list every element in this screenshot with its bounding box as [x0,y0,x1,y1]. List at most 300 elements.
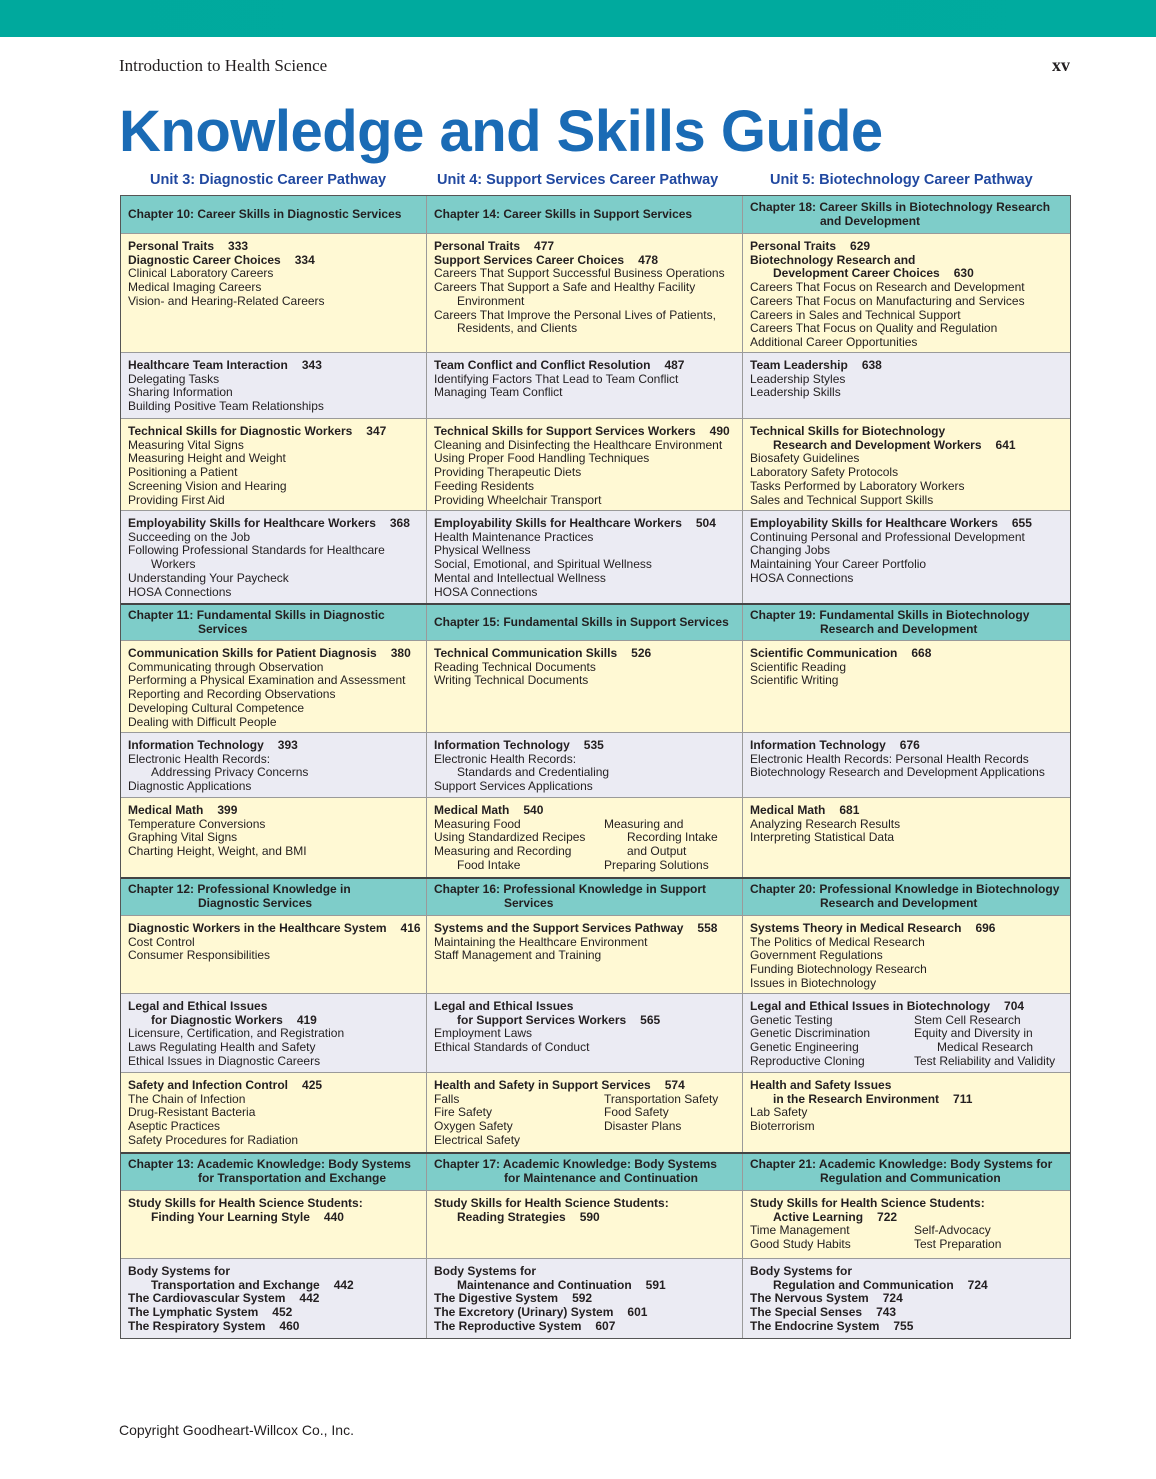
entry-text: Issues in Biotechnology [750,975,877,990]
entry-line [128,586,419,600]
entry-text: Measuring Food [434,816,521,831]
page-reference: 601 [627,1305,648,1320]
entry-text: Standards and Credentialing [457,765,610,780]
entry-line [434,544,735,558]
entry-text: Chapter 20: Professional Knowledge in Biotechnology [750,882,1060,897]
entry-text: Health Maintenance Practices [434,529,594,544]
entry-line [434,1079,735,1093]
entry-text: Changing Jobs [750,543,831,558]
chapter-heading [121,879,426,915]
entry-text: The Digestive System [434,1291,559,1306]
entry-text: Active Learning [773,1209,864,1224]
entry-text: Chapter 14: Career Skills in Support Services [434,206,693,221]
entry-text: Legal and Ethical Issues [128,999,268,1013]
entry-line [434,452,735,466]
entry-text: and Development [820,213,921,228]
entry-text: Ethical Standards of Conduct [434,1040,590,1055]
entry-line [750,766,1063,780]
entry-line [750,922,1063,936]
entry-text: Technical Skills for Diagnostic Workers [128,424,353,438]
entry-line [750,753,1063,767]
entry-line [750,386,1063,400]
entry-line [434,766,735,780]
entry-text: and Output [627,844,687,859]
entry-line [750,1014,914,1028]
entry-line [750,949,1063,963]
two-column-list [750,1224,1063,1251]
entry-line [434,831,604,845]
entry-text: Employment Laws [434,1026,533,1041]
entry-text: Consumer Responsibilities [128,948,271,963]
page-reference: 641 [995,437,1016,452]
entry-line [750,466,1063,480]
entry-text: Personal Traits [750,239,837,253]
entry-text: for Transportation and Exchange [198,1171,387,1185]
list-column [604,1093,718,1148]
entry-text: Study Skills for Health Science Students: [128,1196,363,1210]
entry-text: Study Skills for Health Science Students: [750,1196,985,1210]
entry-line [750,281,1063,295]
top-color-band [0,0,1156,37]
page-reference: 419 [296,1012,317,1027]
entry-text: Stem Cell Research [914,1012,1021,1027]
entry-line [434,480,735,494]
entry-text: Licensure, Certification, and Registration [128,1026,345,1041]
chapter-header-row [121,1152,1070,1190]
entry-text: Leadership Styles [750,371,846,386]
entry-line [914,1041,1055,1055]
copyright-footer: Copyright Goodheart-Willcox Co., Inc. [119,1422,354,1438]
entry-line [750,1106,1063,1120]
entry-text: Performing a Physical Examination and Assessment [128,673,406,688]
entry-line [128,1027,419,1041]
page-reference: 440 [323,1209,344,1224]
entry-line [750,739,1063,753]
entry-line [914,1224,1001,1238]
entry-line [750,1055,914,1069]
page-reference: 629 [850,239,871,253]
topic-cell [121,733,426,797]
entry-line [434,780,735,794]
page-reference: 681 [839,803,860,817]
entry-line [128,739,419,753]
entry-line [434,739,735,753]
entry-line [750,295,1063,309]
entry-line [750,494,1063,508]
page-reference: 655 [1011,516,1032,530]
running-title: Introduction to Health Science [119,56,328,75]
entry-text: Bioterrorism [750,1119,815,1134]
entry-line [128,647,419,661]
entry-text: Additional Career Opportunities [750,334,918,349]
unit-3-heading: Unit 3: Diagnostic Career Pathway [150,172,387,188]
entry-text: Preparing Solutions [604,857,709,872]
entry-text: Managing Team Conflict [434,385,563,400]
list-column [434,818,604,873]
topic-cell [426,234,742,352]
entry-text: The Lymphatic System [128,1305,259,1320]
topic-cell [121,994,426,1072]
entry-text: Understanding Your Paycheck [128,570,289,585]
entry-line [750,936,1063,950]
entry-text: Research and Development Workers [773,437,982,452]
entry-line [750,623,1063,637]
entry-line [434,531,735,545]
entry-text: Scientific Reading [750,659,847,674]
entry-text: Reporting and Recording Observations [128,687,336,702]
entry-text: Biotechnology Research and [750,252,916,267]
topic-cell [426,1073,742,1152]
entry-line [914,1027,1055,1041]
entry-line [434,281,735,295]
entry-text: Legal and Ethical Issues [434,999,574,1013]
entry-line [604,831,718,845]
entry-line [750,1197,1063,1211]
entry-text: for Support Services Workers [457,1012,627,1027]
entry-text: Diagnostic Career Choices [128,252,281,267]
entry-line [128,1211,419,1225]
entry-line [128,373,419,387]
entry-line [128,883,419,897]
entry-text: Test Reliability and Validity [914,1053,1056,1068]
entry-line [128,609,419,623]
page-reference: 333 [228,239,249,253]
entry-line [914,1055,1055,1069]
chapter-heading [426,879,742,915]
entry-text: Positioning a Patient [128,465,238,480]
entry-text: Identifying Factors That Lead to Team Conflict [434,371,679,386]
entry-text: Laboratory Safety Protocols [750,465,899,480]
entry-line [750,480,1063,494]
entry-text: Healthcare Team Interaction [128,358,288,372]
entry-text: Biotechnology Research and Development Applications [750,765,1045,780]
page-reference: 535 [583,738,604,752]
entry-line [128,1093,419,1107]
entry-text: Self-Advocacy [914,1223,991,1238]
entry-line [128,753,419,767]
entry-line [604,1093,718,1107]
entry-line [750,1041,914,1055]
entry-text: Team Leadership [750,358,848,372]
page-title: Knowledge and Skills Guide [119,99,883,164]
entry-line [434,425,735,439]
entry-line [128,716,419,730]
page-reference: 452 [272,1305,293,1320]
entry-text: Tasks Performed by Laboratory Workers [750,478,965,493]
entry-line [128,780,419,794]
entry-line [128,831,419,845]
entry-line [434,439,735,453]
topic-row [121,993,1070,1072]
entry-line [434,661,735,675]
entry-line [128,1320,419,1334]
entry-text: Research and Development [820,621,978,636]
entry-line [750,647,1063,661]
entry-line [750,267,1063,281]
entry-line [434,1027,735,1041]
entry-text: Food Intake [457,857,521,872]
page-reference: 347 [366,424,387,438]
entry-line [750,1265,1063,1279]
chapter-heading [742,879,1070,915]
entry-line [434,572,735,586]
entry-text: Regulation and Communication [820,1171,1001,1185]
entry-line [750,254,1063,268]
page-reference: 416 [400,921,421,935]
entry-line [434,586,735,600]
entry-text: The Special Senses [750,1305,863,1320]
entry-text: Medical Imaging Careers [128,280,262,295]
entry-line [434,295,735,309]
entry-text: Measuring and Recording [434,844,572,859]
entry-line [434,647,735,661]
chapter-heading [121,1154,426,1190]
entry-text: Addressing Privacy Concerns [151,765,309,780]
entry-text: Technical Skills for Biotechnology [750,424,946,438]
entry-text: Reading Technical Documents [434,659,596,674]
page-reference: 540 [523,803,544,817]
entry-line [750,674,1063,688]
entry-line [128,1292,419,1306]
two-column-list [434,1093,735,1148]
page-reference: 504 [695,516,716,530]
topic-row [121,418,1070,510]
entry-text: Transportation Safety [604,1091,719,1106]
entry-line [604,859,718,873]
entry-line [750,215,1063,229]
entry-text: Chapter 15: Fundamental Skills in Support Services [434,614,729,629]
entry-text: Diagnostic Applications [128,779,252,794]
entry-line [750,1238,914,1252]
entry-text: for Maintenance and Continuation [504,1171,698,1185]
entry-line [604,1106,718,1120]
entry-line [750,1211,1063,1225]
topic-cell [426,511,742,603]
list-column [434,1093,604,1148]
topic-cell [426,994,742,1072]
entry-line [434,1134,604,1148]
page-reference: 487 [664,358,685,372]
chapter-heading [426,196,742,233]
topic-cell [426,641,742,732]
entry-text: The Politics of Medical Research [750,934,925,949]
entry-line [750,572,1063,586]
entry-line [434,818,604,832]
topic-cell [121,353,426,418]
entry-text: Chapter 21: Academic Knowledge: Body Systems for [750,1157,1053,1172]
entry-text: Systems Theory in Medical Research [750,921,962,935]
page-reference: 743 [876,1305,897,1320]
entry-text: Technical Communication Skills [434,646,618,660]
entry-line [128,897,419,911]
two-column-list [434,818,735,873]
entry-text: Maintaining Your Career Portfolio [750,557,927,572]
entry-text: Chapter 17: Academic Knowledge: Body Systems [434,1157,717,1172]
entry-line [434,322,735,336]
topic-cell [121,1073,426,1152]
entry-line [128,688,419,702]
entry-line [604,1120,718,1134]
page-number: xv [1052,55,1070,75]
entry-text: Disaster Plans [604,1119,682,1134]
entry-line [750,1120,1063,1134]
entry-text: Research and Development [820,896,978,910]
entry-text: Using Standardized Recipes [434,830,586,845]
entry-line [750,517,1063,531]
page-reference: 477 [534,239,555,253]
entry-line [128,480,419,494]
entry-text: Government Regulations [750,948,883,963]
list-column [914,1224,1001,1251]
entry-text: Chapter 13: Academic Knowledge: Body Systems [128,1157,411,1172]
entry-text: Time Management [750,1223,850,1238]
entry-text: HOSA Connections [128,584,232,599]
entry-text: Personal Traits [128,239,215,253]
entry-line [128,544,419,558]
entry-line [434,240,735,254]
entry-text: Staff Management and Training [434,948,602,963]
entry-text: Measuring and [604,816,684,831]
entry-line [434,1306,735,1320]
entry-line [128,1172,419,1186]
entry-line [128,845,419,859]
entry-line [128,1279,419,1293]
entry-text: Careers That Support Successful Business Operations [434,266,725,281]
entry-line [750,1000,1063,1014]
entry-line [434,949,735,963]
entry-text: Maintaining the Healthcare Environment [434,934,648,949]
topic-row [121,1072,1070,1152]
entry-text: Genetic Discrimination [750,1026,871,1041]
entry-line [434,254,735,268]
entry-text: Medical Research [937,1040,1034,1055]
skills-guide-table [120,195,1071,1339]
entry-line [434,936,735,950]
topic-cell [742,511,1070,603]
entry-text: Body Systems for [434,1264,537,1278]
topic-cell [742,733,1070,797]
entry-text: Interpreting Statistical Data [750,830,895,845]
entry-text: Using Proper Food Handling Techniques [434,451,650,466]
entry-text: Chapter 12: Professional Knowledge in [128,882,351,897]
entry-text: Communication Skills for Patient Diagnosis [128,646,377,660]
entry-text: Cleaning and Disinfecting the Healthcare Environment [434,437,723,452]
page-reference: 565 [640,1012,661,1027]
entry-line [434,753,735,767]
entry-text: Scientific Writing [750,673,839,688]
entry-line [128,452,419,466]
topic-cell [121,419,426,510]
topic-cell [121,511,426,603]
entry-line [750,544,1063,558]
entry-text: Employability Skills for Healthcare Workers [128,516,376,530]
entry-text: Good Study Habits [750,1237,851,1252]
entry-line [434,373,735,387]
page-reference: 334 [294,252,315,267]
page-reference: 526 [631,646,652,660]
page-reference: 574 [664,1078,685,1092]
entry-text: The Cardiovascular System [128,1291,286,1306]
entry-text: Following Professional Standards for Healthcare [128,543,385,558]
entry-text: Screening Vision and Hearing [128,478,287,493]
entry-text: Information Technology [434,738,570,752]
topic-cell [121,1259,426,1338]
page-reference: 460 [279,1318,300,1333]
entry-line [750,1224,914,1238]
entry-text: Regulation and Communication [773,1277,954,1292]
entry-line [128,766,419,780]
entry-text: Careers That Support a Safe and Healthy Facility [434,280,696,295]
topic-cell [742,1259,1070,1338]
entry-text: Careers That Focus on Quality and Regulation [750,321,998,336]
entry-text: Cost Control [128,934,195,949]
entry-text: Health and Safety in Support Services [434,1078,651,1092]
entry-text: Falls [434,1091,460,1106]
entry-line [128,623,419,637]
entry-text: Laws Regulating Health and Safety [128,1040,316,1055]
unit-5-heading: Unit 5: Biotechnology Career Pathway [770,172,1033,188]
entry-text: Electronic Health Records: [128,751,271,766]
entry-text: Recording Intake [627,830,718,845]
entry-line [434,494,735,508]
entry-line [434,1279,735,1293]
entry-line [434,466,735,480]
chapter-header-row [121,877,1070,915]
chapter-header-row [121,603,1070,640]
topic-row [121,640,1070,732]
entry-text: Genetic Engineering [750,1040,859,1055]
entry-line [128,702,419,716]
entry-line [750,558,1063,572]
entry-line [750,439,1063,453]
entry-text: Vision- and Hearing-Related Careers [128,293,325,308]
entry-text: Employability Skills for Healthcare Workers [434,516,682,530]
chapter-heading [121,605,426,640]
entry-line [128,1000,419,1014]
topic-cell [742,1073,1070,1152]
entry-line [128,531,419,545]
entry-line [128,400,419,414]
entry-line [128,674,419,688]
entry-line [750,818,1063,832]
chapter-heading [426,1154,742,1190]
entry-line [128,1120,419,1134]
entry-line [750,309,1063,323]
entry-text: Biosafety Guidelines [750,451,860,466]
entry-line [750,897,1063,911]
entry-line [604,845,718,859]
entry-text: Chapter 10: Career Skills in Diagnostic Services [128,206,402,221]
entry-line [750,452,1063,466]
topic-cell [426,733,742,797]
entry-line [750,425,1063,439]
page-reference: 478 [638,252,659,267]
entry-text: Temperature Conversions [128,816,266,831]
entry-text: Leadership Skills [750,385,841,400]
entry-text: Continuing Personal and Professional Development [750,529,1025,544]
entry-text: Food Safety [604,1105,669,1120]
entry-line [434,1093,604,1107]
entry-line [434,1211,735,1225]
list-column [914,1014,1055,1069]
entry-text: Equity and Diversity in [914,1026,1033,1041]
chapter-heading [121,196,426,233]
entry-text: Safety and Infection Control [128,1078,289,1092]
page-reference: 591 [645,1277,666,1292]
entry-text: for Diagnostic Workers [151,1012,283,1027]
entry-text: Careers That Focus on Manufacturing and Services [750,293,1025,308]
entry-line [128,386,419,400]
